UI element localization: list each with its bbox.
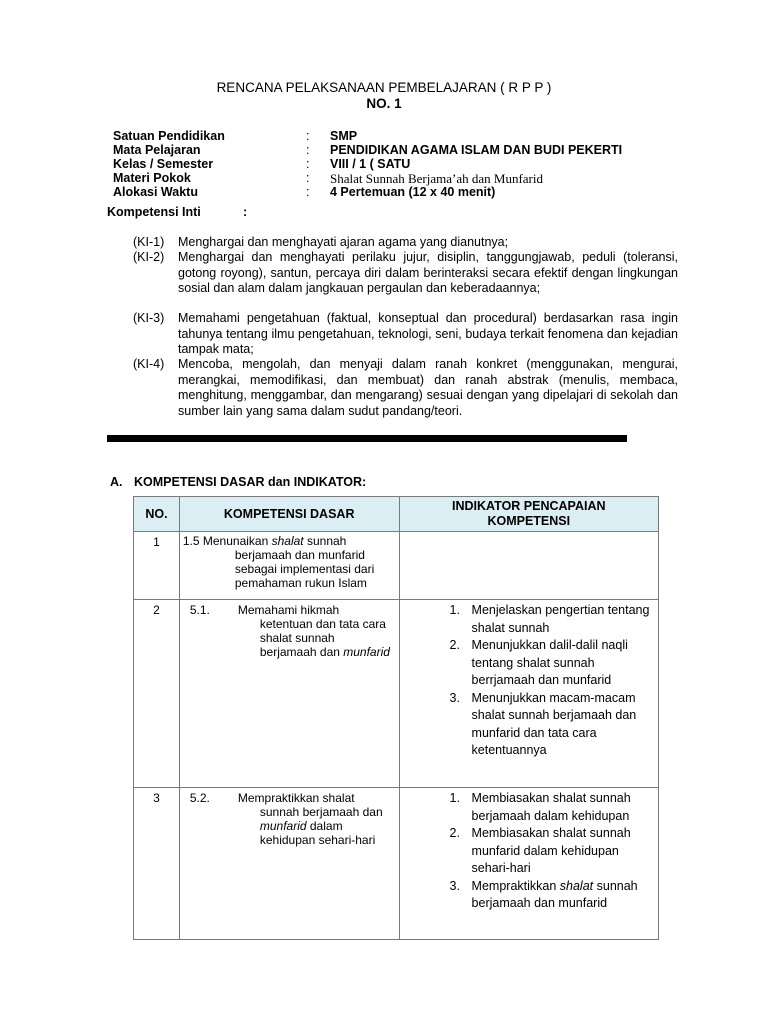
ki-item [133,235,678,251]
indikator-text: Mempraktikkan [471,878,560,893]
identity-colon: : [306,143,310,157]
ki-heading-colon: : [243,205,248,219]
identity-colon: : [306,185,310,199]
identity-label: Mata Pelajaran [113,143,201,157]
ki-code: (KI-3) [133,311,165,325]
header-kd: KOMPETENSI DASAR [179,497,399,532]
indikator-item [400,790,658,825]
kd-text-post: dalam kehidupan sehari-hari [259,819,376,847]
indikator-number: 1. [449,791,460,805]
ki-text: Mencoba, mengolah, dan menyaji dalam ranah konkret (menggunakan, mengurai, merangkai, memodifikasi, dan membuat) dan ranah abstrak (menulis, membaca, menghitung, menggambar, dan mengarang) sesuai dengan yang dipelajari di sekolah dan sumber lain yang sama dalam sudut pandang/teori. [178,357,678,418]
ki-code: (KI-4) [133,357,165,371]
kd-cell [179,788,399,940]
indikator-text: Membiasakan shalat sunnah munfarid dalam kehidupan sehari-hari [471,826,631,875]
ki-item [133,311,678,358]
row-number: 1 [134,532,180,600]
identity-value: Shalat Sunnah Berjama’ah dan Munfarid [330,171,543,186]
indikator-text-em: shalat [559,878,594,893]
kd-text-em: munfarid [259,819,307,833]
kd-text-em: shalat [271,534,304,548]
row-number: 3 [134,788,180,940]
ki-heading-label: Kompetensi Inti [107,205,201,219]
kd-number: 5.1. [189,603,210,617]
row-number: 2 [134,600,180,788]
indikator-text: Menunjukkan dalil-dalil naqli tentang shalat sunnah berrjamaah dan munfarid [471,638,628,687]
indikator-item [400,690,658,760]
table-row [134,788,659,940]
identity-label: Kelas / Semester [113,157,214,171]
ki-code: (KI-1) [133,235,165,249]
indikator-number: 2. [449,638,460,652]
ki-heading [107,205,248,219]
table-row [134,600,659,788]
kd-table [133,496,659,940]
kd-text-pre: Mempraktikkan shalat sunnah berjamaah dan [237,791,383,819]
kd-number: 1.5 [182,534,200,548]
kd-number: 5.2. [189,791,210,805]
indikator-item [400,602,658,637]
ki-item [133,357,678,419]
kd-text-em: munfarid [343,645,390,659]
identity-value: PENDIDIKAN AGAMA ISLAM DAN BUDI PEKERTI [330,143,623,157]
section-letter: A. [110,475,123,489]
ki-text: Memahami pengetahuan (faktual, konseptual dan procedural) berdasarkan rasa ingin tahunya tentang ilmu pengetahuan, teknologi, seni, budaya terkait fenomena dan kejadian tampak mata; [178,311,678,356]
section-title: KOMPETENSI DASAR dan INDIKATOR: [134,475,367,489]
identity-value: SMP [330,129,358,143]
page-title: RENCANA PELAKSANAAN PEMBELAJARAN ( R P P ) [216,80,552,95]
indikator-text: Menjelaskan pengertian tentang shalat sunnah [471,603,650,635]
kd-cell [179,600,399,788]
kd-text-post: sunnah berjamaah dan munfarid sebagai implementasi dari pemahaman rukun Islam [234,534,375,590]
header-indikator-line1: INDIKATOR PENCAPAIAN [452,499,606,513]
kd-cell [179,532,399,600]
table-row [134,532,659,600]
ki-text: Menghargai dan menghayati ajaran agama yang dianutnya; [178,235,509,249]
indikator-cell [399,532,658,600]
indikator-text: Menunjukkan macam-macam shalat sunnah berjamaah dan munfarid dan tata cara ketentuannya [471,690,637,757]
page-subtitle: NO. 1 [366,96,402,111]
indikator-cell [399,600,658,788]
indikator-number: 1. [449,603,460,617]
indikator-text-post: sunnah berjamaah dan munfarid [471,878,638,910]
indikator-item [400,825,658,878]
identity-label: Materi Pokok [113,171,191,185]
header-no: NO. [134,497,180,532]
identity-label: Alokasi Waktu [113,185,198,199]
indikator-number: 3. [449,690,460,705]
kd-text-pre: Menunaikan [202,534,272,548]
indikator-item [400,637,658,690]
identity-colon: : [306,157,310,171]
identity-value: VIII / 1 ( SATU [330,157,411,171]
ki-code: (KI-2) [133,250,165,264]
identity-colon: : [306,171,310,185]
indikator-number: 3. [449,878,460,893]
kd-text-pre: Memahami hikmah ketentuan dan tata cara shalat sunnah berjamaah dan [237,603,386,659]
section-divider [107,435,627,442]
ki-text: Menghargai dan menghayati perilaku jujur, disiplin, tanggungjawab, peduli (toleransi, gotong royong), santun, percaya diri dalam berinteraksi secara efektif dengan lingkungan sosial dan alam dalam jangkauan pergaulan dan keberadaannya; [178,250,678,295]
identity-value: 4 Pertemuan (12 x 40 menit) [330,185,496,199]
indikator-item [400,878,658,913]
indikator-cell [399,788,658,940]
identity-label: Satuan Pendidikan [113,129,225,143]
header-indikator [399,497,658,532]
identity-colon: : [306,129,310,143]
ki-item [133,250,678,297]
indikator-number: 2. [449,826,460,840]
header-indikator-line2: KOMPETENSI [487,514,571,528]
kd-table-header [134,497,659,532]
indikator-text: Membiasakan shalat sunnah berjamaah dalam kehidupan [471,791,631,823]
